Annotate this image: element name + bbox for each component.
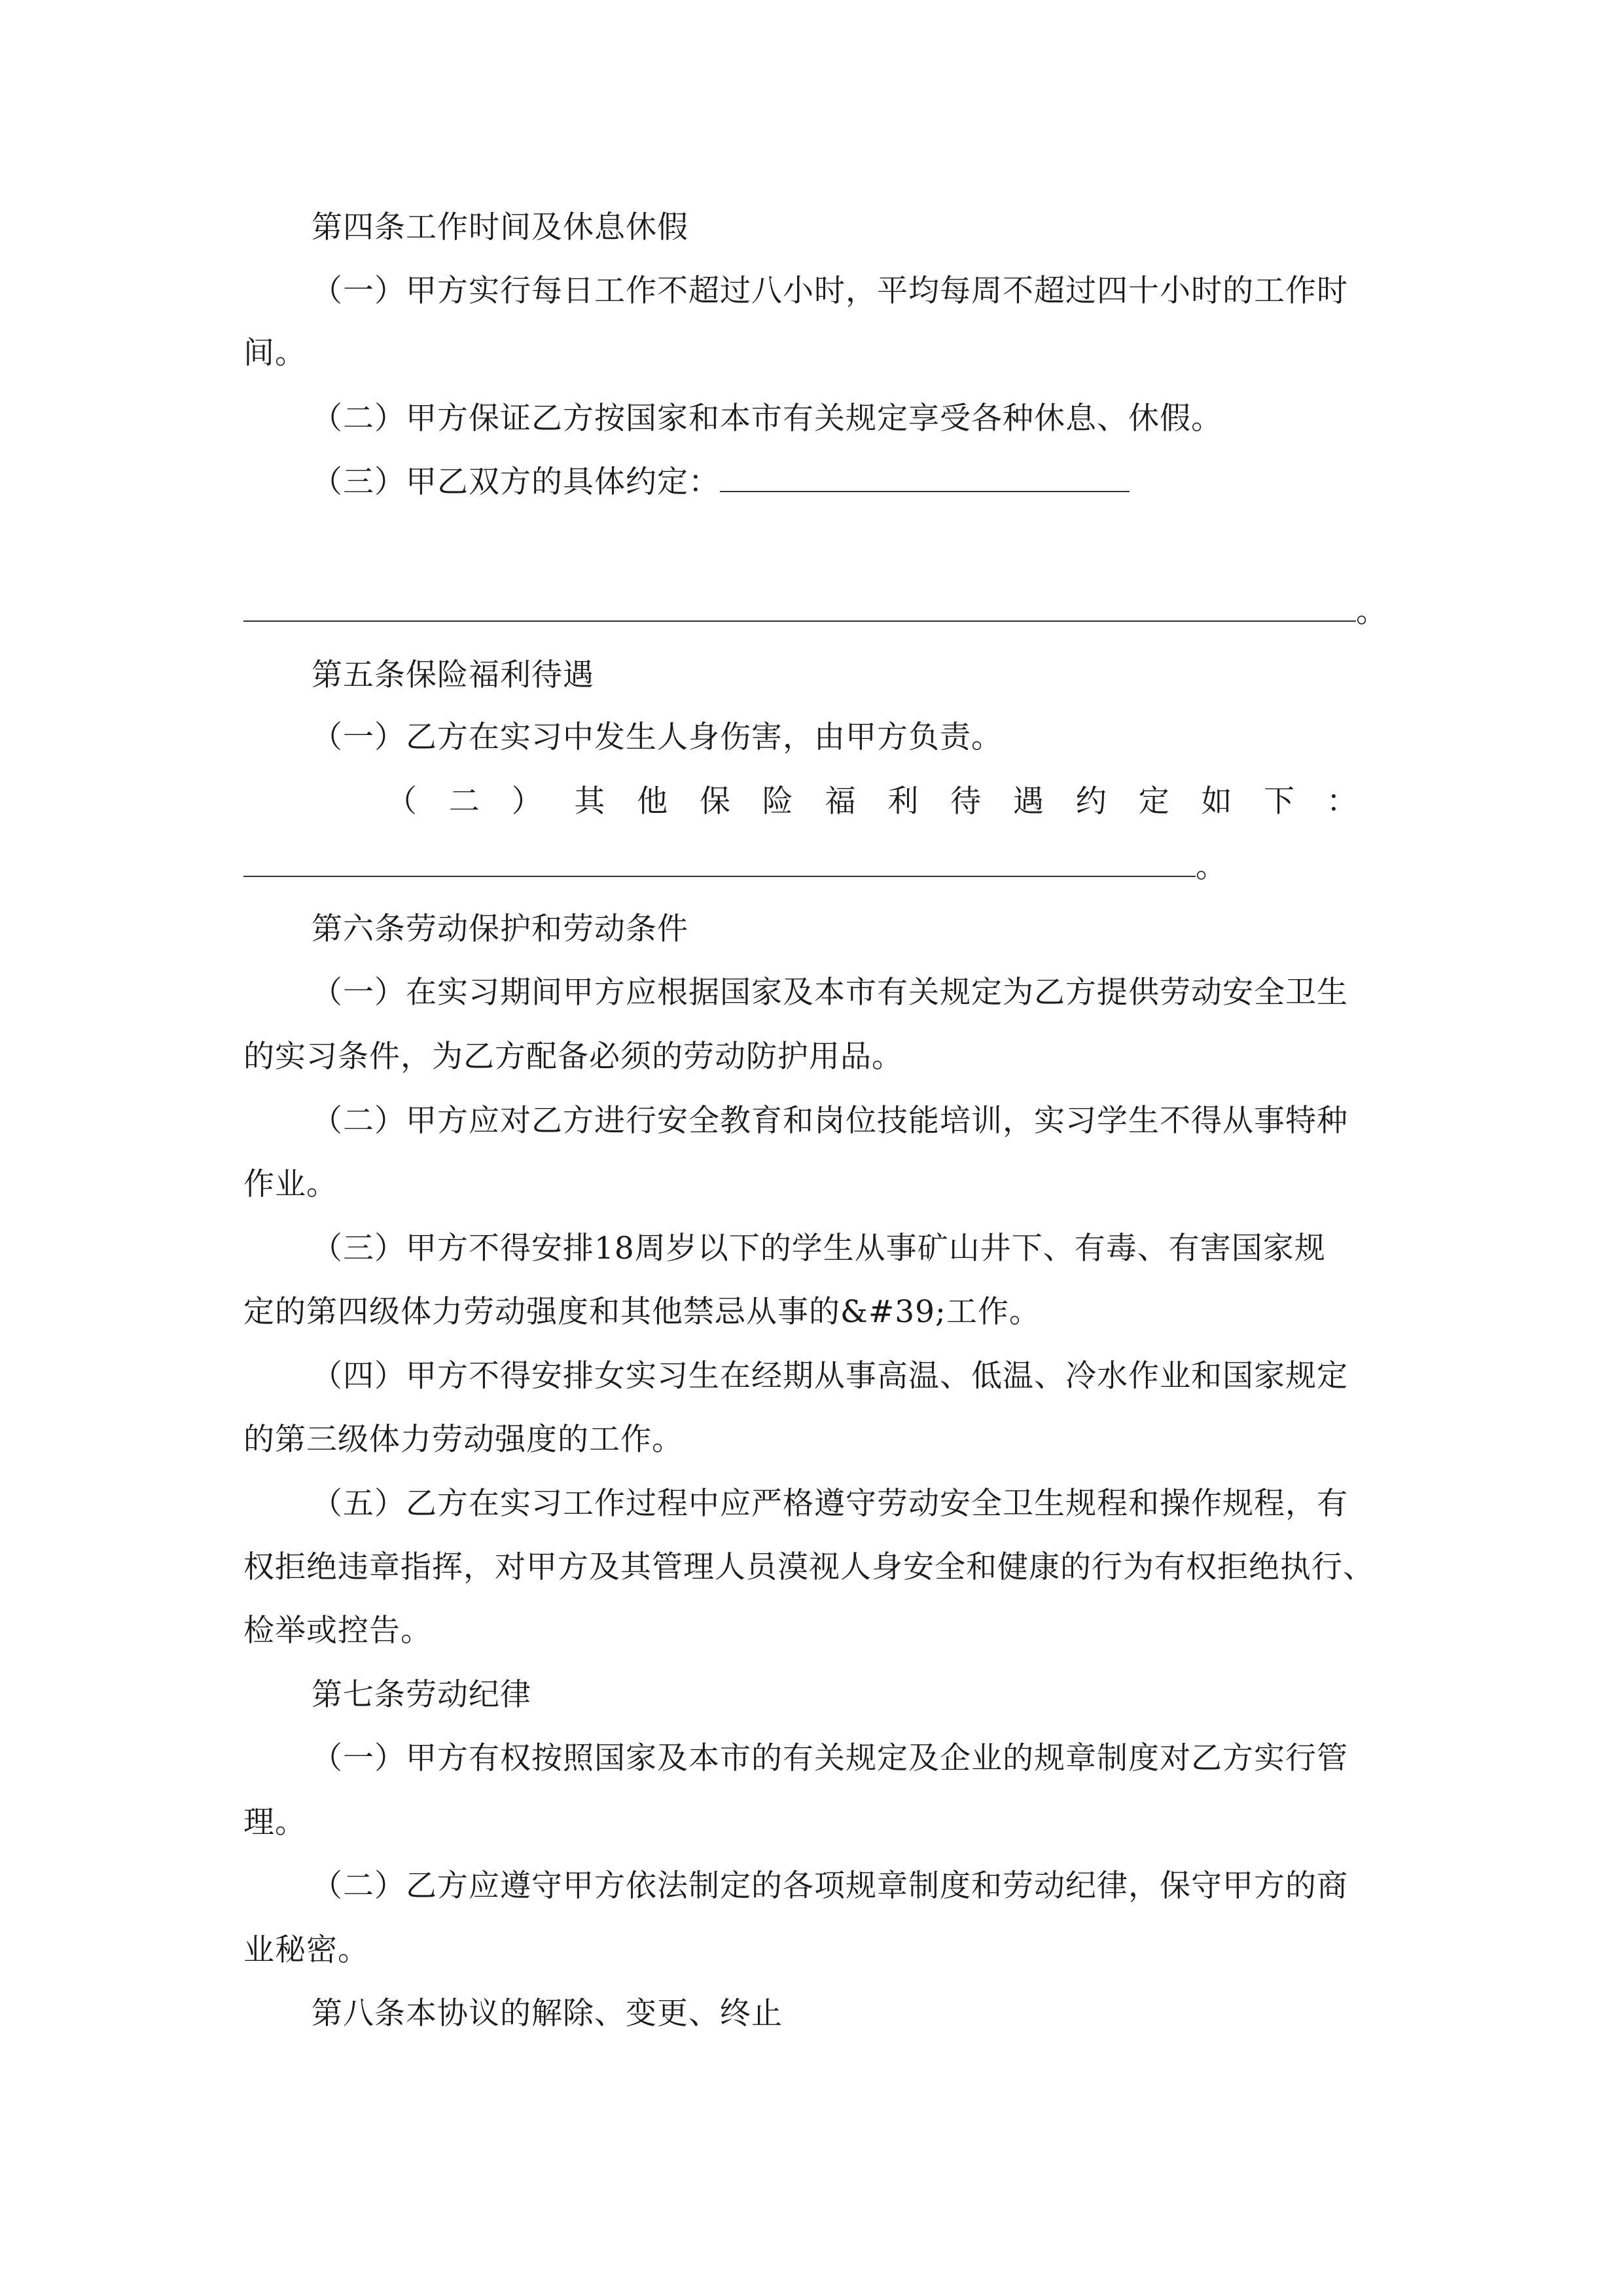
article5-item2-end: 。 bbox=[1196, 849, 1227, 885]
article5-item2-char: 福 bbox=[825, 783, 857, 819]
article6-item5-line2: 权拒绝违章指挥，对甲方及其管理人员漠视人身安全和健康的行为有权拒绝执行、 bbox=[243, 1549, 1374, 1585]
article5-item2-char: ： bbox=[1326, 783, 1358, 819]
article7-item1-line2: 理。 bbox=[243, 1804, 306, 1840]
article4-item3-end: 。 bbox=[1356, 594, 1387, 630]
article7-item2-line2: 业秘密。 bbox=[243, 1932, 369, 1968]
article5-item1: （一）乙方在实习中发生人身伤害，由甲方负责。 bbox=[312, 719, 1003, 755]
article6-item4-line2: 的第三级体力劳动强度的工作。 bbox=[243, 1422, 683, 1458]
fill-in-blank-short[interactable] bbox=[720, 484, 1130, 492]
article7-item2-line1: （二）乙方应遵守甲方依法制定的各项规章制度和劳动纪律，保守甲方的商 bbox=[312, 1868, 1348, 1904]
article5-item2-char: 遇 bbox=[1012, 783, 1044, 819]
article5-item2-char: 他 bbox=[637, 783, 669, 819]
article5-item2-char: 二 bbox=[448, 783, 480, 819]
article7-item1-line1: （一）甲方有权按照国家及本市的有关规定及企业的规章制度对乙方实行管 bbox=[312, 1740, 1348, 1776]
article6-item1-line1: （一）在实习期间甲方应根据国家及本市有关规定为乙方提供劳动安全卫生 bbox=[312, 975, 1348, 1011]
article4-item3 bbox=[312, 463, 1381, 502]
article5-item2-char: 约 bbox=[1075, 783, 1107, 819]
article5-heading: 第五条保险福利待遇 bbox=[312, 657, 594, 693]
article5-item2-char: 待 bbox=[950, 783, 982, 819]
article6-heading: 第六条劳动保护和劳动条件 bbox=[312, 911, 688, 947]
article4-item1-line1: （一）甲方实行每日工作不超过八小时，平均每周不超过四十小时的工作时 bbox=[312, 273, 1348, 309]
article5-item2-char: 险 bbox=[762, 783, 794, 819]
article4-item1-line2: 间。 bbox=[243, 335, 306, 371]
article5-item2-char: 定 bbox=[1138, 783, 1170, 819]
article6-item2-line2: 作业。 bbox=[243, 1166, 338, 1202]
fill-in-blank-medium[interactable] bbox=[243, 869, 1196, 877]
article5-item2 bbox=[386, 782, 1358, 821]
article5-item2-char: ） bbox=[511, 783, 543, 819]
article4-item2: （二）甲方保证乙方按国家和本市有关规定享受各种休息、休假。 bbox=[312, 401, 1222, 437]
article5-item2-continuation bbox=[243, 848, 1381, 887]
article6-item5-line1: （五）乙方在实习工作过程中应严格遵守劳动安全卫生规程和操作规程，有 bbox=[312, 1486, 1348, 1522]
article6-item5-line3: 检举或控告。 bbox=[243, 1613, 432, 1649]
fill-in-blank-long[interactable] bbox=[243, 614, 1356, 622]
article4-heading: 第四条工作时间及休息休假 bbox=[312, 209, 688, 245]
article6-item1-line2: 的实习条件，为乙方配备必须的劳动防护用品。 bbox=[243, 1039, 903, 1075]
article5-item2-char: （ bbox=[386, 783, 418, 819]
article5-item2-char: 下 bbox=[1264, 783, 1296, 819]
article6-item3-line2: 定的第四级体力劳动强度和其他禁忌从事的&#39;工作。 bbox=[243, 1294, 1041, 1330]
article7-heading: 第七条劳动纪律 bbox=[312, 1677, 531, 1713]
article6-item3-line1: （三）甲方不得安排18周岁以下的学生从事矿山井下、有毒、有害国家规 bbox=[312, 1230, 1326, 1266]
article5-item2-char: 如 bbox=[1201, 783, 1233, 819]
article6-item4-line1: （四）甲方不得安排女实习生在经期从事高温、低温、冷水作业和国家规定 bbox=[312, 1358, 1348, 1394]
article5-item2-char: 其 bbox=[574, 783, 606, 819]
article5-item2-char: 利 bbox=[887, 783, 919, 819]
article4-item3-label: （三）甲乙双方的具体约定： bbox=[312, 464, 720, 500]
article6-item2-line1: （二）甲方应对乙方进行安全教育和岗位技能培训，实习学生不得从事特种 bbox=[312, 1103, 1348, 1139]
article8-heading: 第八条本协议的解除、变更、终止 bbox=[312, 1996, 783, 2032]
article4-item3-continuation bbox=[243, 592, 1387, 632]
article5-item2-char: 保 bbox=[699, 783, 731, 819]
